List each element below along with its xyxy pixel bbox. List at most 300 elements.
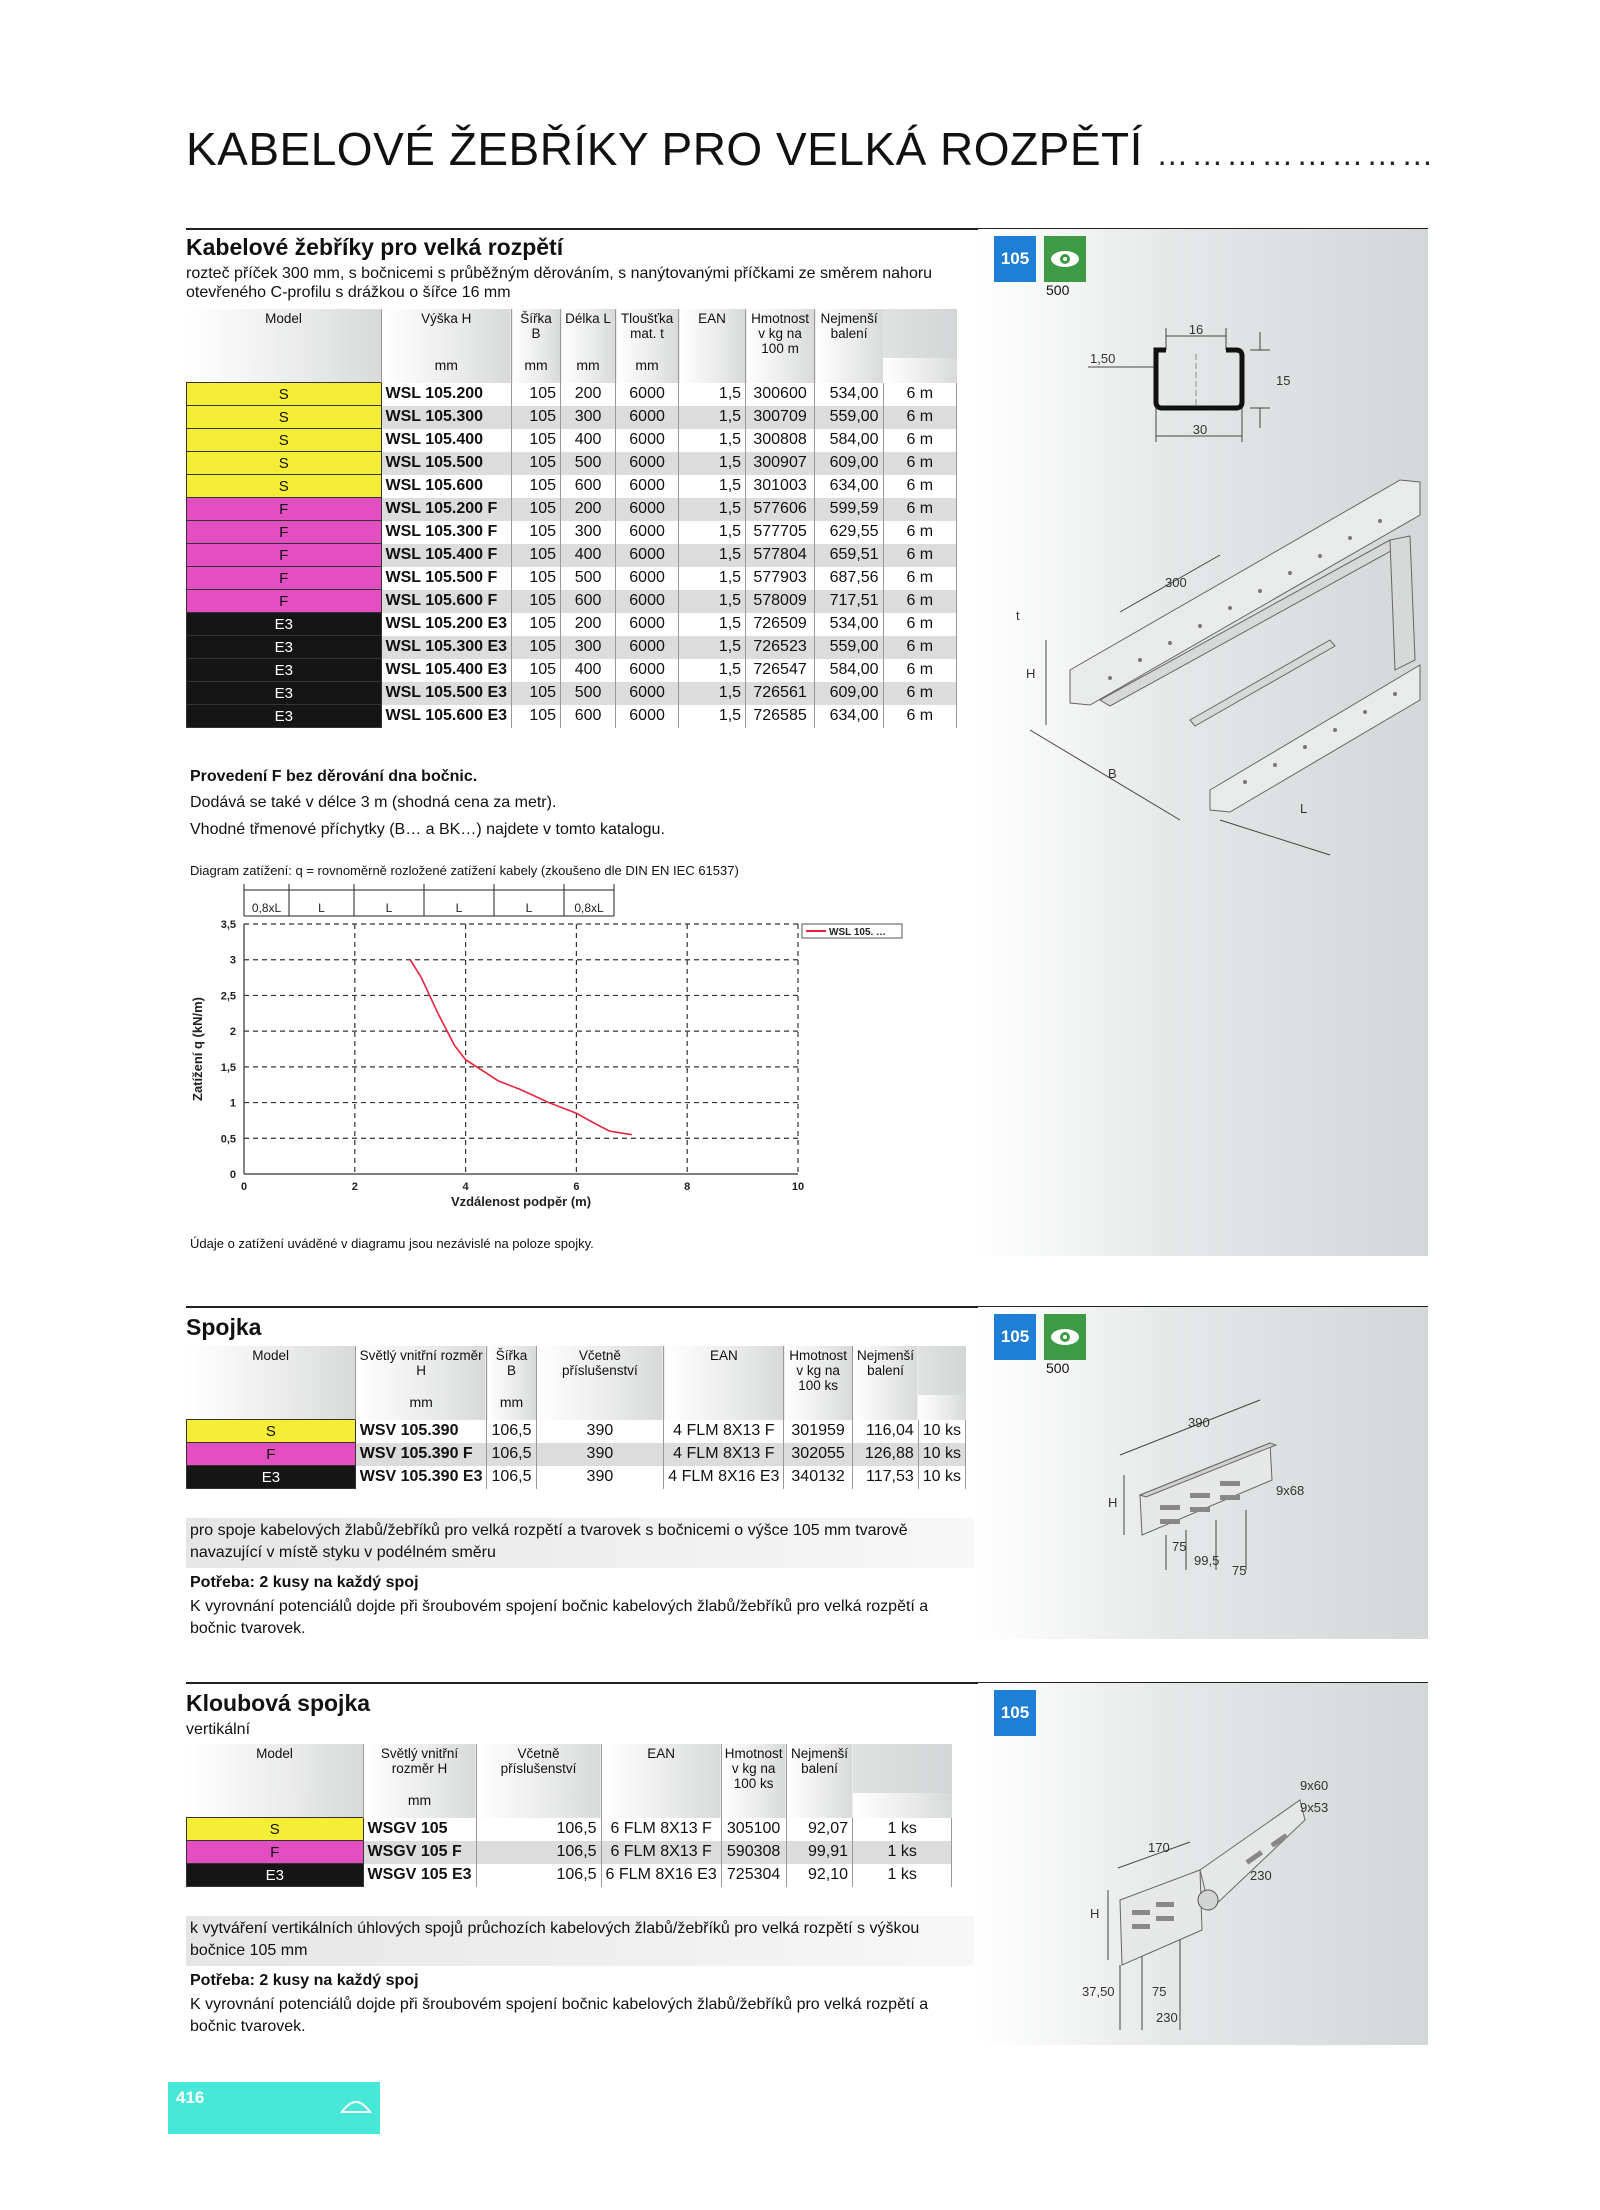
variant-tag: E3 (187, 636, 382, 659)
dim-h: H (1090, 1906, 1100, 1921)
table-cell: 1,5 (679, 498, 746, 521)
variant-tag: F (187, 567, 382, 590)
variant-tag: S (187, 1420, 356, 1443)
legend-label: WSL 105. … (829, 927, 887, 938)
potential-note: K vyrovnání potenciálů dojde při šroubovém spojení bočnic kabelových žlabů/žebříků pro velká rozpětí a bočnic tvarovek. (190, 1598, 929, 1637)
ladder-drawing (1010, 460, 1430, 860)
table-cell: 559,00 (815, 636, 884, 659)
table-cell: 6000 (616, 682, 679, 705)
col-pack: Nejmenší balení (852, 1346, 918, 1395)
section-subtitle: rozteč příček 300 mm, s bočnicemi s průběžným děrováním, s nanýtovanými příčkami ze směrem nahoru otevřeného C-profilu s drážkou o šířce 16 mm (186, 265, 933, 301)
table-cell: 105 (512, 521, 561, 544)
table-cell: 390 (536, 1466, 664, 1489)
table-cell: 609,00 (815, 452, 884, 475)
table-cell: 106,5 (487, 1420, 536, 1443)
need-note: Potřeba: 2 kusy na každý spoj (190, 1574, 419, 1591)
table-row (187, 521, 975, 544)
size-105-badge: 105 (994, 1690, 1036, 1736)
table-cell: 725304 (721, 1864, 786, 1887)
span-label: L (525, 901, 533, 915)
table-cell: 599,59 (815, 498, 884, 521)
col-weight: Hmotnost v kg na 100 ks (784, 1346, 852, 1395)
logo-icon (338, 2090, 374, 2120)
potential-note: K vyrovnání potenciálů dojde při šroubovém spojení bočnic kabelových žlabů/žebříků pro velká rozpětí a bočnic tvarovek. (190, 1996, 929, 2035)
table-cell: 577804 (746, 544, 815, 567)
table-cell: 1,5 (679, 682, 746, 705)
variant-tag: E3 (187, 613, 382, 636)
x-tick-label: 2 (351, 1181, 358, 1193)
table-cell: 6 m (883, 659, 956, 682)
table-cell: 106,5 (476, 1818, 601, 1841)
y-tick-label: 3,5 (220, 919, 236, 931)
table-cell: 4 FLM 8X13 F (664, 1420, 784, 1443)
dim-bottom: 30 (1192, 422, 1208, 437)
x-tick-label: 4 (462, 1181, 469, 1193)
variant-tag: F (187, 1841, 364, 1864)
table-cell: 726547 (746, 659, 815, 682)
table-cell: 6 m (883, 406, 956, 429)
c-profile-drawing (1060, 310, 1310, 460)
table-cell: 1,5 (679, 452, 746, 475)
table-cell: 6000 (616, 590, 679, 613)
model-name: WSL 105.500 F (381, 567, 512, 590)
col-length: Délka L (561, 309, 616, 358)
table-cell: 200 (561, 383, 616, 406)
col-accessories: Včetně příslušenství (476, 1744, 601, 1793)
section-title: Spojka (186, 1314, 262, 1340)
span-label: L (318, 901, 325, 915)
table-cell: 629,55 (815, 521, 884, 544)
table-cell: 500 (561, 682, 616, 705)
section-title: Kloubová spojka (186, 1690, 371, 1716)
dim-a: 9x60 (1300, 1778, 1329, 1793)
table-cell: 726585 (746, 705, 815, 728)
table-cell: 584,00 (815, 429, 884, 452)
table-cell: 6000 (616, 383, 679, 406)
table-cell: 6 m (883, 452, 956, 475)
size-105-badge: 105 (994, 236, 1036, 282)
table-cell: 1,5 (679, 521, 746, 544)
model-name: WSL 105.600 E3 (381, 705, 512, 728)
dim-b: B (1108, 766, 1117, 781)
model-name: WSGV 105 F (363, 1841, 476, 1864)
table-cell: 6 FLM 8X13 F (601, 1818, 721, 1841)
dim-b: 9x53 (1300, 1800, 1329, 1815)
variant-tag: E3 (187, 682, 382, 705)
table-cell: 10 ks (918, 1466, 965, 1489)
variant-tag: F (187, 521, 382, 544)
table-cell: 300709 (746, 406, 815, 429)
table-cell: 1,5 (679, 429, 746, 452)
table-cell: 6 m (883, 636, 956, 659)
table-cell: 92,10 (786, 1864, 853, 1887)
table-cell: 6 m (883, 475, 956, 498)
table-row (187, 1466, 975, 1489)
table-row (187, 1818, 975, 1841)
variant-tag: F (187, 1443, 356, 1466)
x-axis-label: Vzdálenost podpěr (m) (450, 1194, 592, 1209)
y-tick-label: 1,5 (220, 1061, 236, 1074)
span-label: L (385, 901, 393, 915)
model-name: WSL 105.300 E3 (381, 636, 512, 659)
diagram-caption: Diagram zatížení: q = rovnoměrně rozložené zatížení kabely (zkoušeno dle DIN EN IEC 61537) (190, 863, 739, 878)
table-cell: 1,5 (679, 475, 746, 498)
dim-d3: 75 (1232, 1563, 1247, 1578)
table-cell: 302055 (784, 1443, 852, 1466)
diagram-footnote: Údaje o zatížení uváděné v diagramu jsou nezávislé na poloze spojky. (190, 1236, 594, 1251)
model-name: WSV 105.390 (355, 1420, 487, 1443)
note-clips: Vhodné třmenové příchytky (B… a BK…) najdete v tomto katalogu. (190, 821, 665, 838)
table-row (187, 383, 975, 406)
product-table (186, 1346, 974, 1489)
y-tick-label: 2 (229, 1026, 236, 1039)
table-cell: 687,56 (815, 567, 884, 590)
table-cell: 534,00 (815, 613, 884, 636)
col-thickness: Tloušťka mat. t (616, 309, 679, 358)
variant-tag: F (187, 590, 382, 613)
col-inner-size: Světlý vnitřní rozměr H (363, 1744, 476, 1793)
dim-d: 230 (1250, 1868, 1272, 1883)
col-model: Model (187, 309, 382, 358)
table-cell: 400 (561, 429, 616, 452)
span-500-label: 500 (1046, 282, 1070, 298)
table-cell: 105 (512, 429, 561, 452)
model-name: WSGV 105 E3 (363, 1864, 476, 1887)
table-cell: 6 FLM 8X13 F (601, 1841, 721, 1864)
table-cell: 634,00 (815, 705, 884, 728)
unit-mm: mm (561, 358, 616, 383)
table-cell: 717,51 (815, 590, 884, 613)
variant-tag: F (187, 498, 382, 521)
x-tick-label: 0 (240, 1181, 248, 1193)
unit-mm: mm (487, 1395, 536, 1420)
table-cell: 300907 (746, 452, 815, 475)
table-cell: 6 m (883, 498, 956, 521)
table-cell: 1,5 (679, 705, 746, 728)
table-cell: 6000 (616, 659, 679, 682)
table-cell: 105 (512, 659, 561, 682)
dim-pitch: 300 (1165, 575, 1187, 590)
variant-tag: S (187, 475, 382, 498)
table-cell: 1,5 (679, 567, 746, 590)
dim-length: 390 (1188, 1415, 1210, 1430)
table-cell: 6000 (616, 567, 679, 590)
table-cell: 105 (512, 406, 561, 429)
series-line (410, 960, 632, 1135)
table-cell: 105 (512, 475, 561, 498)
table-cell: 301003 (746, 475, 815, 498)
table-cell: 659,51 (815, 544, 884, 567)
table-cell: 106,5 (487, 1466, 536, 1489)
load-diagram (186, 880, 906, 1230)
table-cell: 1,5 (679, 383, 746, 406)
dim-c: 170 (1148, 1840, 1170, 1855)
unit-mm: mm (355, 1395, 487, 1420)
table-row (187, 705, 975, 728)
col-model: Model (187, 1346, 356, 1395)
model-name: WSL 105.400 (381, 429, 512, 452)
product-table (186, 1744, 974, 1887)
model-name: WSL 105.200 E3 (381, 613, 512, 636)
table-cell: 126,88 (852, 1443, 918, 1466)
model-name: WSV 105.390 E3 (355, 1466, 487, 1489)
section-subtitle: vertikální (186, 1721, 251, 1738)
variant-tag: S (187, 383, 382, 406)
dim-l: L (1300, 801, 1308, 816)
span-label: 0,8xL (251, 901, 282, 915)
table-cell: 400 (561, 659, 616, 682)
col-ean: EAN (664, 1346, 784, 1395)
dim-right: 15 (1276, 373, 1291, 388)
table-cell: 105 (512, 544, 561, 567)
table-cell: 6000 (616, 544, 679, 567)
table-row (187, 1841, 975, 1864)
size-105-badge: 105 (994, 1314, 1036, 1360)
dim-h: H (1108, 1495, 1118, 1510)
joint-drawing (1100, 1395, 1340, 1595)
col-pack: Nejmenší balení (786, 1744, 853, 1793)
table-cell: 6 m (883, 613, 956, 636)
variant-tag: S (187, 429, 382, 452)
table-cell: 6 m (883, 567, 956, 590)
table-cell: 726523 (746, 636, 815, 659)
table-cell: 609,00 (815, 682, 884, 705)
dim-d1: 75 (1172, 1539, 1187, 1554)
table-cell: 390 (536, 1443, 664, 1466)
y-tick-label: 0 (229, 1169, 236, 1181)
table-cell: 6000 (616, 521, 679, 544)
table-cell: 6000 (616, 636, 679, 659)
table-cell: 726561 (746, 682, 815, 705)
note-length: Dodává se také v délce 3 m (shodná cena za metr). (190, 794, 557, 811)
table-cell: 1,5 (679, 406, 746, 429)
table-cell: 600 (561, 705, 616, 728)
table-cell: 300 (561, 636, 616, 659)
table-row (187, 613, 975, 636)
table-cell: 4 FLM 8X13 F (664, 1443, 784, 1466)
table-cell: 105 (512, 452, 561, 475)
x-tick-label: 6 (573, 1181, 580, 1193)
col-pack: Nejmenší balení (815, 309, 884, 358)
table-cell: 1,5 (679, 636, 746, 659)
model-name: WSL 105.200 (381, 383, 512, 406)
table-cell: 301959 (784, 1420, 852, 1443)
x-tick-label: 8 (684, 1181, 691, 1193)
table-row (187, 1420, 975, 1443)
unit-mm: mm (381, 358, 512, 383)
table-cell: 340132 (784, 1466, 852, 1489)
table-cell: 300 (561, 406, 616, 429)
table-cell: 200 (561, 498, 616, 521)
y-tick-label: 0,5 (220, 1133, 236, 1146)
table-row (187, 498, 975, 521)
model-name: WSL 105.400 E3 (381, 659, 512, 682)
table-row (187, 544, 975, 567)
col-ean: EAN (679, 309, 746, 358)
variant-tag: S (187, 1818, 364, 1841)
variant-tag: F (187, 544, 382, 567)
table-cell: 559,00 (815, 406, 884, 429)
description: k vytváření vertikálních úhlových spojů průchozích kabelových žlabů/žebříků pro velká rozpětí s výškou bočnice 105 mm (190, 1920, 920, 1959)
model-name: WSL 105.500 E3 (381, 682, 512, 705)
span-label: L (455, 901, 463, 915)
col-width: Šířka B (512, 309, 561, 358)
table-cell: 1,5 (679, 590, 746, 613)
section-title: Kabelové žebříky pro velká rozpětí (186, 234, 564, 260)
table-cell: 577903 (746, 567, 815, 590)
table-cell: 300600 (746, 383, 815, 406)
table-cell: 1 ks (853, 1818, 952, 1841)
page-footer (168, 2082, 380, 2134)
table-cell: 500 (561, 567, 616, 590)
table-cell: 578009 (746, 590, 815, 613)
variant-tag: E3 (187, 659, 382, 682)
dim-top: 16 (1188, 322, 1204, 337)
table-cell: 200 (561, 613, 616, 636)
variant-tag: E3 (187, 1466, 356, 1489)
col-model: Model (187, 1744, 364, 1793)
variant-tag: E3 (187, 1864, 364, 1887)
table-cell: 6000 (616, 705, 679, 728)
variant-tag: S (187, 406, 382, 429)
table-cell: 4 FLM 8X16 E3 (664, 1466, 784, 1489)
table-cell: 116,04 (852, 1420, 918, 1443)
unit-mm: mm (512, 358, 561, 383)
table-row (187, 682, 975, 705)
table-cell: 577705 (746, 521, 815, 544)
table-row (187, 659, 975, 682)
dim-t: t (1016, 608, 1020, 623)
table-cell: 117,53 (852, 1466, 918, 1489)
table-cell: 577606 (746, 498, 815, 521)
eye-icon (1044, 1314, 1086, 1360)
table-cell: 10 ks (918, 1420, 965, 1443)
table-cell: 105 (512, 498, 561, 521)
span-500-label: 500 (1046, 1360, 1070, 1376)
table-cell: 105 (512, 705, 561, 728)
table-cell: 634,00 (815, 475, 884, 498)
table-cell: 300 (561, 521, 616, 544)
table-row (187, 1864, 975, 1887)
col-weight: Hmotnost v kg na 100 ks (721, 1744, 786, 1793)
x-tick-label: 10 (791, 1181, 805, 1193)
model-name: WSL 105.600 (381, 475, 512, 498)
table-cell: 6000 (616, 475, 679, 498)
table-cell: 400 (561, 544, 616, 567)
model-name: WSL 105.200 F (381, 498, 512, 521)
col-accessories: Včetně příslušenství (536, 1346, 664, 1395)
table-cell: 726509 (746, 613, 815, 636)
y-tick-label: 1 (229, 1097, 236, 1110)
table-cell: 600 (561, 590, 616, 613)
table-cell: 106,5 (476, 1841, 601, 1864)
table-cell: 600 (561, 475, 616, 498)
model-name: WSL 105.400 F (381, 544, 512, 567)
table-cell: 106,5 (487, 1443, 536, 1466)
table-row (187, 1443, 975, 1466)
table-cell: 305100 (721, 1818, 786, 1841)
table-cell: 6 FLM 8X16 E3 (601, 1864, 721, 1887)
table-cell: 106,5 (476, 1864, 601, 1887)
y-axis-label: Zatížení q (kN/m) (190, 996, 205, 1102)
table-cell: 300808 (746, 429, 815, 452)
table-cell: 6 m (883, 682, 956, 705)
table-cell: 10 ks (918, 1443, 965, 1466)
unit-mm: mm (363, 1793, 476, 1818)
table-cell: 6 m (883, 383, 956, 406)
table-cell: 6000 (616, 429, 679, 452)
variant-tag: E3 (187, 705, 382, 728)
table-cell: 6000 (616, 452, 679, 475)
dim-h: H (1026, 666, 1036, 681)
model-name: WSL 105.600 F (381, 590, 512, 613)
table-cell: 1 ks (853, 1841, 952, 1864)
table-cell: 6 m (883, 590, 956, 613)
dim-holes: 9x68 (1276, 1483, 1305, 1498)
table-cell: 6000 (616, 613, 679, 636)
table-row (187, 452, 975, 475)
table-cell: 105 (512, 613, 561, 636)
description: pro spoje kabelových žlabů/žebříků pro velká rozpětí a tvarovek s bočnicemi o výšce 105 mm tvarově navazující v místě styku v podélném směru (190, 1522, 908, 1561)
table-cell: 584,00 (815, 659, 884, 682)
y-tick-label: 3 (229, 954, 236, 967)
model-name: WSV 105.390 F (355, 1443, 487, 1466)
table-row (187, 475, 975, 498)
table-cell: 6 m (883, 429, 956, 452)
table-cell: 92,07 (786, 1818, 853, 1841)
table-cell: 1,5 (679, 613, 746, 636)
dim-e: 37,50 (1082, 1984, 1115, 1999)
col-inner-size: Světlý vnitřní rozměr H (355, 1346, 487, 1395)
hinge-joint-drawing (1060, 1760, 1410, 2040)
table-cell: 1,5 (679, 544, 746, 567)
note-bold: Provedení F bez děrování dna bočnic. (190, 768, 478, 785)
table-cell: 105 (512, 590, 561, 613)
table-cell: 6 m (883, 705, 956, 728)
table-row (187, 590, 975, 613)
dim-left: 1,50 (1090, 351, 1116, 366)
model-name: WSL 105.300 F (381, 521, 512, 544)
model-name: WSL 105.300 (381, 406, 512, 429)
dim-d2: 99,5 (1194, 1553, 1220, 1568)
eye-icon (1044, 236, 1086, 282)
table-cell: 105 (512, 682, 561, 705)
table-row (187, 406, 975, 429)
col-width: Šířka B (487, 1346, 536, 1395)
need-note: Potřeba: 2 kusy na každý spoj (190, 1972, 419, 1989)
table-cell: 6 m (883, 521, 956, 544)
table-cell: 6000 (616, 406, 679, 429)
dim-f: 75 (1152, 1984, 1167, 1999)
page-number: 416 (176, 2088, 205, 2107)
table-cell: 1 ks (853, 1864, 952, 1887)
model-name: WSL 105.500 (381, 452, 512, 475)
table-cell: 1,5 (679, 659, 746, 682)
table-row (187, 429, 975, 452)
col-ean: EAN (601, 1744, 721, 1793)
span-label: 0,8xL (574, 901, 604, 915)
table-cell: 390 (536, 1420, 664, 1443)
table-cell: 6 m (883, 544, 956, 567)
table-row (187, 567, 975, 590)
page-title: KABELOVÉ ŽEBŘÍKY PRO VELKÁ ROZPĚTÍ …………………… (186, 123, 1437, 175)
dim-g: 230 (1156, 2010, 1178, 2025)
table-cell: 105 (512, 383, 561, 406)
table-cell: 105 (512, 636, 561, 659)
model-name: WSGV 105 (363, 1818, 476, 1841)
table-cell: 6000 (616, 498, 679, 521)
table-row (187, 636, 975, 659)
